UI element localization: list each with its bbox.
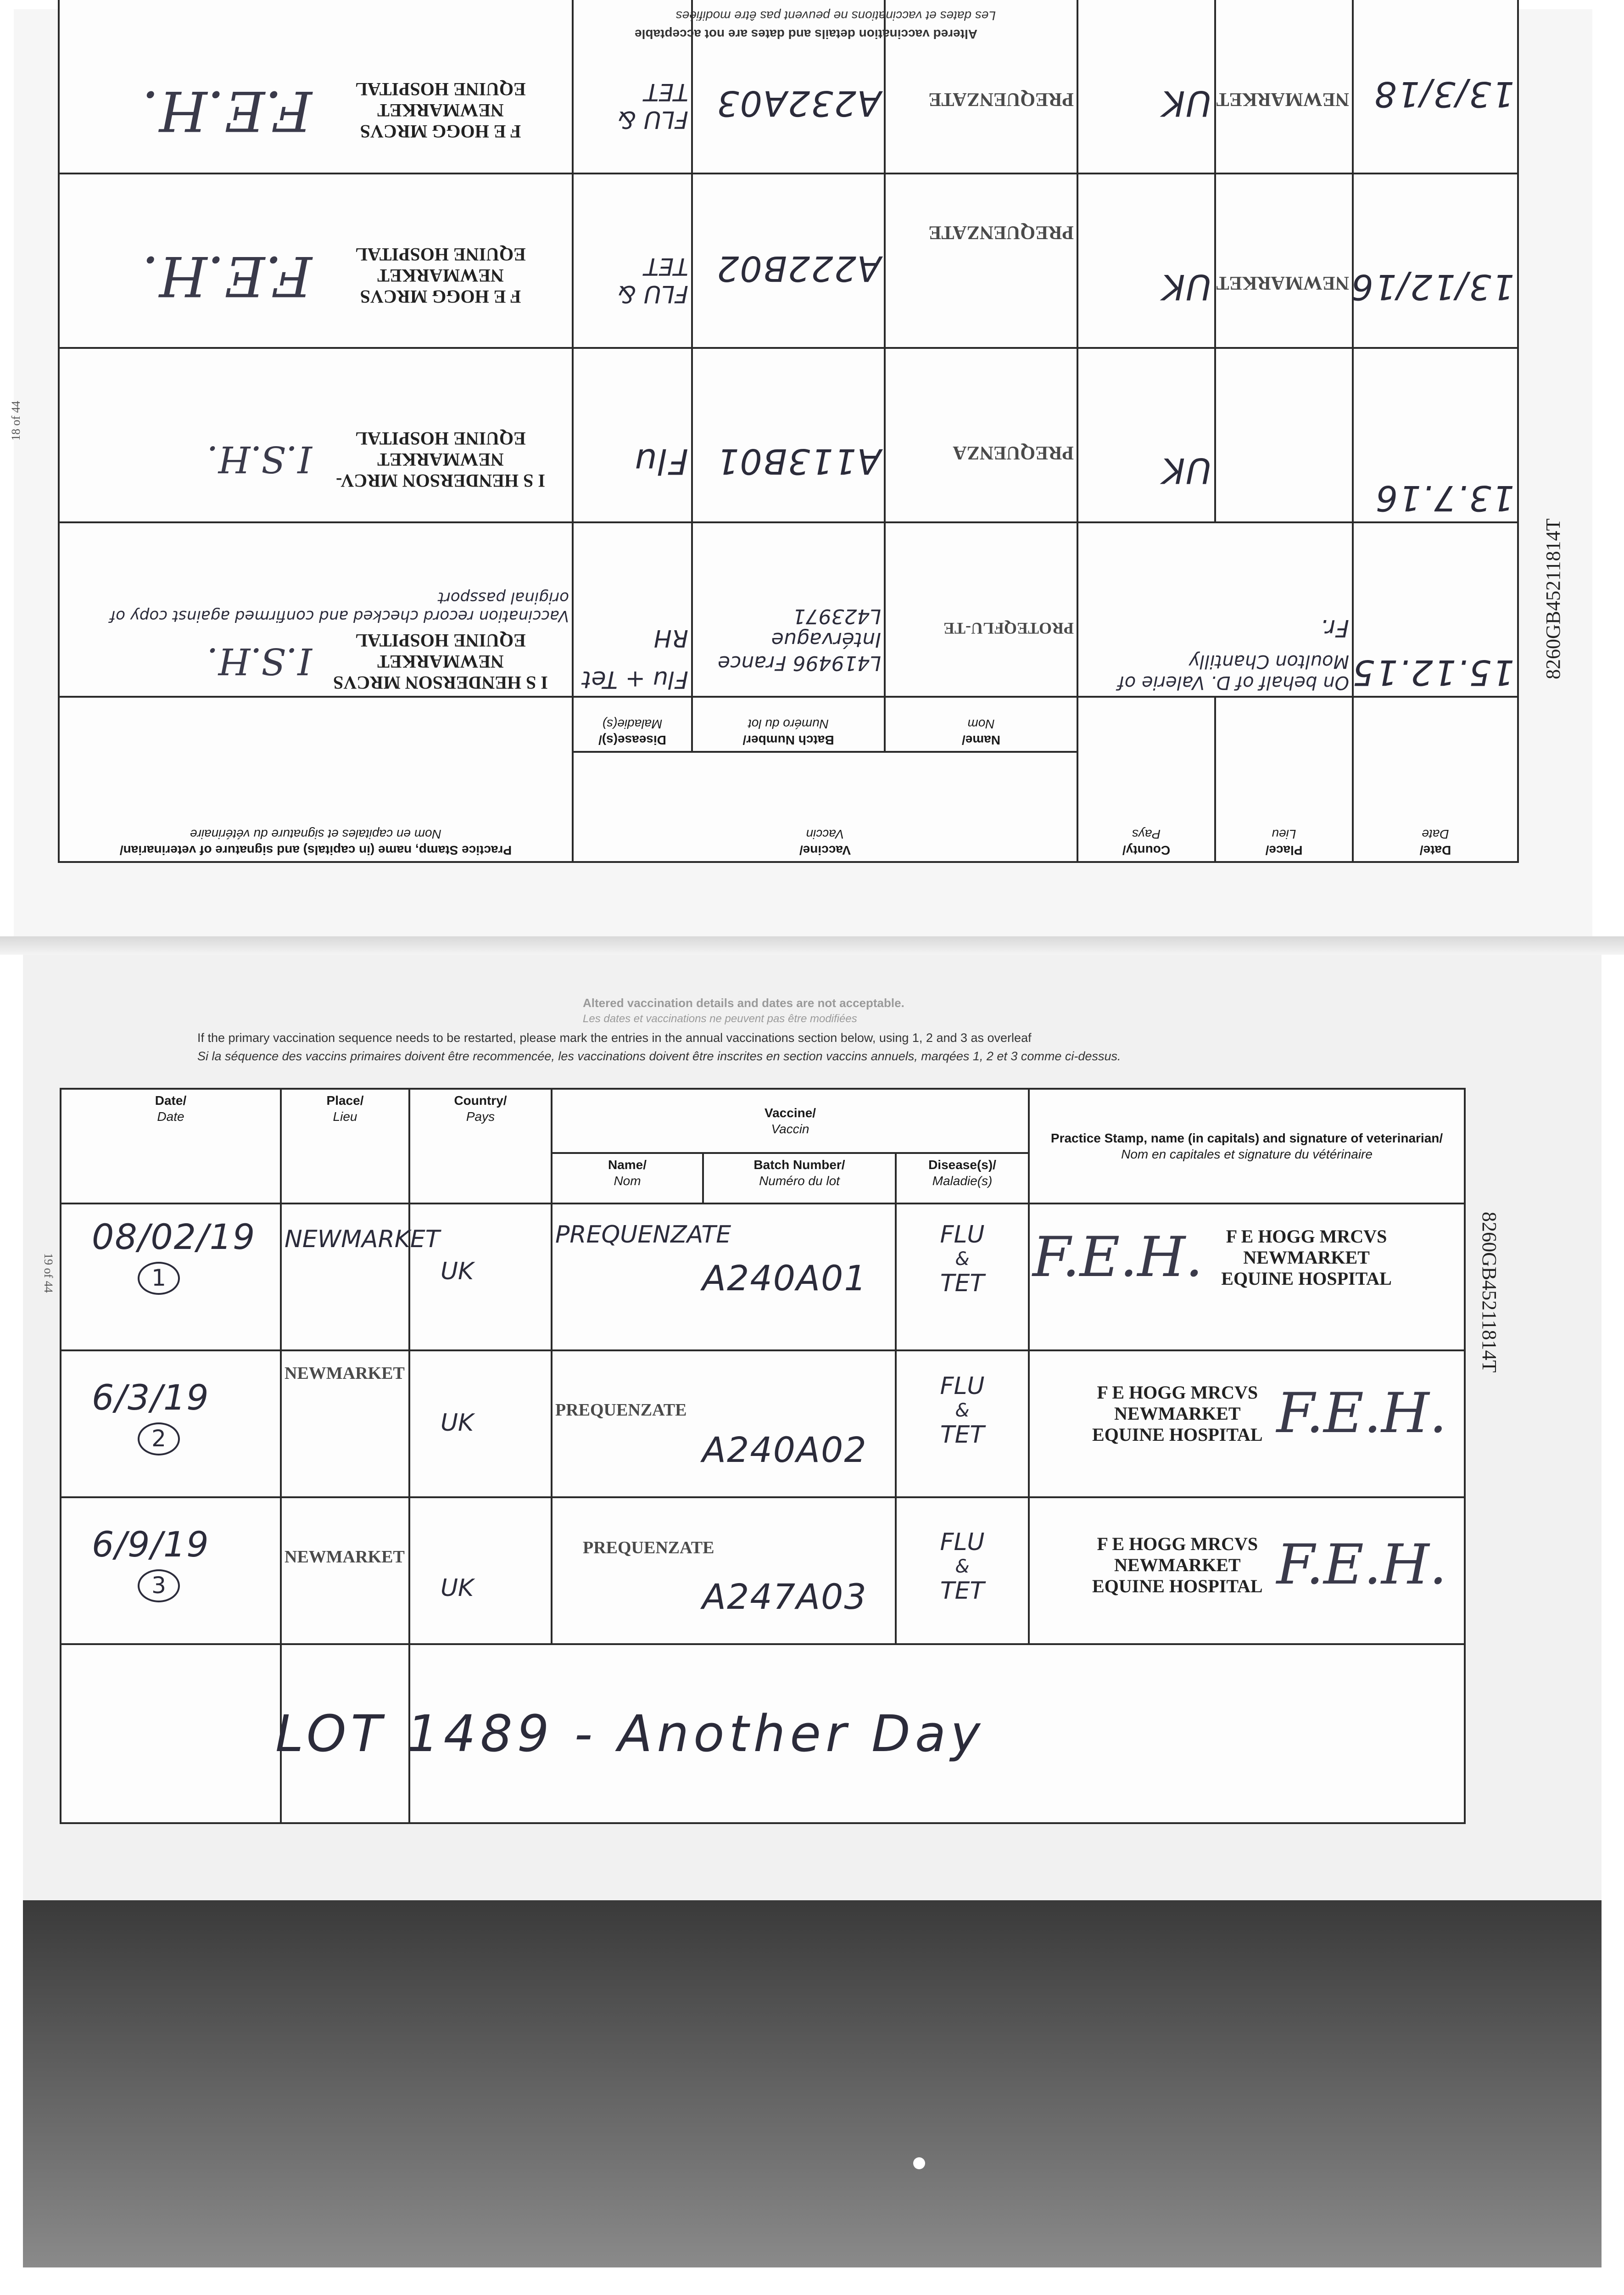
vaccination-table-upper xyxy=(58,0,1519,863)
row-disease: FLU & TET xyxy=(573,0,692,174)
header-date: Date/ Date xyxy=(61,1089,281,1203)
scan-shadow xyxy=(23,1900,1602,2267)
stamp-line: NEWMARKET xyxy=(377,449,504,470)
veterinarian-signature: F.E.H. xyxy=(1276,1533,1447,1597)
header-country: County/ Pays xyxy=(1077,697,1215,862)
vaccination-table-lower xyxy=(60,1088,1466,1824)
row-date: 6/9/19 3 xyxy=(61,1497,281,1644)
row-date: 13/3/18 xyxy=(1353,0,1518,174)
header-disease: Disease(s)/ Maladie(s) xyxy=(896,1153,1029,1203)
row-date: 13.7.16 xyxy=(1353,348,1518,522)
row-vaccine-name: PREQUENZATE xyxy=(583,1538,714,1557)
stamp-line: I S HENDERSON MRCVS xyxy=(333,672,548,693)
header-batch-number: Batch Number/ Numéro du lot xyxy=(692,697,885,752)
row-place xyxy=(1215,348,1353,522)
row-country: UK xyxy=(409,1350,552,1497)
row-place: NEWMARKET xyxy=(1215,174,1353,348)
table-row xyxy=(61,1203,1465,1350)
row-place: NEWMARKET xyxy=(281,1350,409,1497)
row-batch-number: A247A03 xyxy=(702,1576,867,1617)
veterinarian-signature: I.S.H. xyxy=(206,438,312,481)
veterinarian-signature: F.E.H. xyxy=(1276,1382,1447,1445)
stamp-line: F E HOGG MRCVS xyxy=(360,121,521,142)
row-batch-number: A240A02 xyxy=(702,1429,867,1470)
stamp-line: NEWMARKET xyxy=(377,100,504,121)
header-stamp: Practice Stamp, name (in capitals) and signature of veterinarian/ Nom en capitales et signature du vétérinaire xyxy=(59,697,573,862)
row-batch-number: A232A03 xyxy=(692,0,885,174)
row-place-country: On behalf of D. Valerie of Moulton Chantilly Fr. xyxy=(1077,522,1353,697)
row-country: UK xyxy=(409,1203,552,1350)
row-vaccine-name: PREQUENZATE xyxy=(885,0,1077,174)
header-vaccine: Vaccine/ Vaccin xyxy=(552,1089,1029,1153)
row-practice-stamp xyxy=(59,174,573,348)
row-disease: FLU & TET xyxy=(573,174,692,348)
stamp-line: NEWMARKET xyxy=(1243,1247,1370,1268)
stamp-line: F E HOGG MRCVS xyxy=(1097,1533,1258,1554)
row-vaccine xyxy=(552,1350,896,1497)
passport-id-lower: 8260GB45211814T xyxy=(1478,1212,1501,1373)
passport-id-upper: 8260GB45211814T xyxy=(1542,518,1564,679)
header-stamp: Practice Stamp, name (in capitals) and signature of veterinarian/ Nom en capitales et signature du vétérinaire xyxy=(1029,1089,1465,1203)
stamp-line: NEWMARKET xyxy=(1114,1403,1241,1424)
row-practice-stamp xyxy=(1029,1497,1465,1644)
row-date: 08/02/19 1 xyxy=(61,1203,281,1350)
row-practice-stamp xyxy=(1029,1350,1465,1497)
row-footer-note xyxy=(275,1644,1465,1823)
row-vaccine-name: PROTEQFLU-TE xyxy=(885,522,1077,697)
table-row xyxy=(59,174,1518,348)
row-batch-number: A113B01 xyxy=(692,348,885,522)
scan-speck xyxy=(913,2157,925,2169)
altered-notice-upper: Altered vaccination details and dates are not acceptable xyxy=(635,27,977,41)
header-vaccine: Vaccine/ Vaccin xyxy=(573,752,1077,862)
sequence-number: 2 xyxy=(138,1422,180,1455)
table-row xyxy=(61,1350,1465,1497)
row-disease: Flu xyxy=(573,348,692,522)
sequence-number: 3 xyxy=(138,1569,180,1602)
veterinarian-signature: I.S.H. xyxy=(206,640,312,683)
row-disease: FLU & TET xyxy=(896,1350,1029,1497)
row-vaccine-name: PREQUENZATE xyxy=(555,1400,687,1420)
veterinarian-signature: F.E.H. xyxy=(141,78,312,142)
row-date-empty xyxy=(61,1644,281,1823)
row-vaccine-name: PREQUENZA xyxy=(885,348,1077,522)
row-country: UK xyxy=(1077,174,1215,348)
upper-page-rotated xyxy=(9,9,1592,936)
stamp-line: EQUINE HOSPITAL xyxy=(355,428,526,449)
row-country: UK xyxy=(1077,348,1215,522)
page-number-upper: 18 of 44 xyxy=(9,401,22,441)
row-place: NEWMARKET xyxy=(281,1203,409,1350)
row-disease: FLU & TET xyxy=(896,1203,1029,1350)
stamp-line: NEWMARKET xyxy=(377,265,504,286)
row-place: NEWMARKET xyxy=(1215,0,1353,174)
altered-notice-faded-fr: Les dates et vaccinations ne peuvent pas être modifiées xyxy=(583,1013,857,1025)
stamp-line: NEWMARKET xyxy=(377,651,504,672)
table-row xyxy=(59,0,1518,174)
row-disease: FLU & TET xyxy=(896,1497,1029,1644)
row-vaccine-name: PREQUENZATE xyxy=(885,174,1077,348)
header-place: Place/ Lieu xyxy=(1215,697,1353,862)
table-row xyxy=(61,1497,1465,1644)
stamp-line: F E HOGG MRCVS xyxy=(1097,1382,1258,1403)
header-country: Country/ Pays xyxy=(409,1089,552,1203)
lower-passport-page xyxy=(23,955,1602,1900)
stamp-line: NEWMARKET xyxy=(1114,1554,1241,1575)
stamp-line: F E HOGG MRCVS xyxy=(360,286,521,308)
row-practice-stamp xyxy=(59,522,573,697)
row-practice-stamp xyxy=(59,348,573,522)
header-vaccine-name: Name/ Nom xyxy=(885,697,1077,752)
row-country: UK xyxy=(1077,0,1215,174)
stamp-line: EQUINE HOSPITAL xyxy=(355,630,526,651)
page-gutter xyxy=(0,936,1624,955)
sequence-number: 1 xyxy=(138,1262,180,1295)
header-disease: Disease(s)/ Maladie(s) xyxy=(573,697,692,752)
stamp-line: EQUINE HOSPITAL xyxy=(1221,1268,1392,1289)
row-place: NEWMARKET xyxy=(281,1497,409,1644)
row-practice-stamp xyxy=(1029,1203,1465,1350)
row-vaccine xyxy=(552,1203,896,1350)
altered-notice-upper-fr: Les dates et vaccinations ne peuvent pas être modifiées xyxy=(675,9,996,23)
stamp-line: F E HOGG MRCVS xyxy=(1226,1226,1387,1247)
row-batch-number: A240A01 xyxy=(702,1258,867,1299)
verification-note: Vaccination record checked and confirmed against copy of original passport xyxy=(110,588,569,625)
table-row xyxy=(59,522,1518,697)
row-batch-number: L419496 France Intérvague L423971 xyxy=(692,522,885,697)
row-disease: Flu + Tet RH xyxy=(573,522,692,697)
row-practice-stamp xyxy=(59,0,573,174)
header-date: Date/ Date xyxy=(1353,697,1518,862)
upper-passport-page xyxy=(9,9,1592,936)
table-row xyxy=(59,348,1518,522)
restart-notice-fr: Si la séquence des vaccins primaires doivent être recommencée, les vaccinations doivent être inscrites en section vaccins annuels, marqées 1, 2 et 3 comme ci-dessus. xyxy=(197,1049,1121,1063)
stamp-line: EQUINE HOSPITAL xyxy=(1092,1575,1263,1596)
row-batch-number: A222B02 xyxy=(692,174,885,348)
veterinarian-signature: F.E.H. xyxy=(141,244,312,308)
page-number-lower: 19 of 44 xyxy=(42,1253,55,1293)
row-vaccine-name: PREQUENZATE xyxy=(555,1221,731,1248)
header-place: Place/ Lieu xyxy=(281,1089,409,1203)
stamp-line: EQUINE HOSPITAL xyxy=(355,244,526,265)
restart-notice: If the primary vaccination sequence needs to be restarted, please mark the entries in the annual vaccinations section below, using 1, 2 and 3 as overleaf xyxy=(197,1031,1032,1045)
row-date: 15.12.15 xyxy=(1353,522,1518,697)
header-vaccine-name: Name/ Nom xyxy=(552,1153,703,1203)
stamp-line: I S HENDERSON MRCV- xyxy=(335,470,545,491)
row-country: UK xyxy=(409,1497,552,1644)
lot-note: LOT 1489 - Another Day xyxy=(275,1704,985,1763)
table-row xyxy=(61,1644,1465,1823)
row-date: 6/3/19 2 xyxy=(61,1350,281,1497)
row-vaccine xyxy=(552,1497,896,1644)
stamp-line: EQUINE HOSPITAL xyxy=(1092,1424,1263,1445)
row-date: 13/12/16 xyxy=(1353,174,1518,348)
header-batch-number: Batch Number/ Numéro du lot xyxy=(703,1153,896,1203)
veterinarian-signature: F.E.H. xyxy=(1032,1226,1203,1289)
stamp-line: EQUINE HOSPITAL xyxy=(355,79,526,100)
altered-notice-faded: Altered vaccination details and dates are not acceptable. xyxy=(583,996,904,1010)
